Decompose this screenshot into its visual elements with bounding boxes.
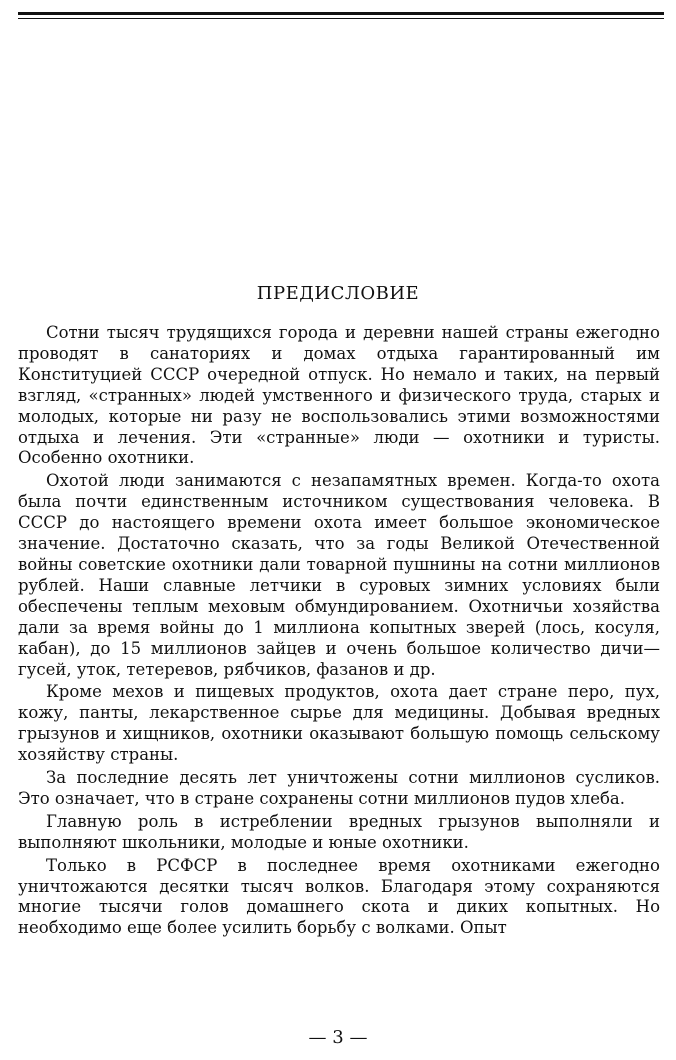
- top-rule-thick: [18, 12, 664, 15]
- paragraph: Кроме мехов и пищевых продуктов, охота дает стране перо, пух, кожу, панты, лекарственное сырье для медицины. Добывая вредных грызунов и хищников, охотники оказывают большую помощь сельскому хозяйству страны.: [18, 682, 660, 765]
- paragraph: За последние десять лет уничтожены сотни миллионов сусликов. Это означает, что в стране сохранены сотни миллионов пудов хлеба.: [18, 768, 660, 808]
- page-number: — 3 —: [308, 1027, 368, 1048]
- page-title: ПРЕДИСЛОВИЕ: [256, 283, 420, 304]
- paragraph: Сотни тысяч трудящихся города и деревни нашей страны ежегодно проводят в санаториях и домах отдыха гарантированный им Конституцией СССР очередной отпуск. Но немало и таких, на первый взгляд, «странных» людей умственного и физического труда, старых и молодых, которые ни разу не воспользовались этими возможностями отдыха и лечения. Эти «странные» люди — охотники и туристы. Особенно охотники.: [18, 323, 660, 468]
- top-rule-thin: [18, 18, 664, 19]
- paragraph: Только в РСФСР в последнее время охотниками ежегодно уничтожаются десятки тысяч волков. Благодаря этому сохраняются многие тысячи голов домашнего скота и диких копытных. Но необходимо еще более усилить борьбу с волками. Опыт: [18, 855, 660, 938]
- body-text: [18, 323, 660, 939]
- paragraph: Главную роль в истреблении вредных грызунов выполняли и выполняют школьники, молодые и юные охотники.: [18, 811, 660, 852]
- paragraph: Охотой люди занимаются с незапамятных времен. Когда-то охота была почти единственным источником существования человека. В СССР до настоящего времени охота имеет большое экономическое значение. Достаточно сказать, что за годы Великой Отечественной войны советские охотники дали товарной пушнины на сотни миллионов рублей. Наши славные летчики в суровых зимних условиях были обеспечены теплым меховым обмундированием. Охотничьи хозяйства дали за время войны до 1 миллиона копытных зверей (лось, косуля, кабан), до 15 миллионов зайцев и очень большое количество дичи—гусей, уток, тетеревов, рябчиков, фазанов и др.: [18, 471, 660, 679]
